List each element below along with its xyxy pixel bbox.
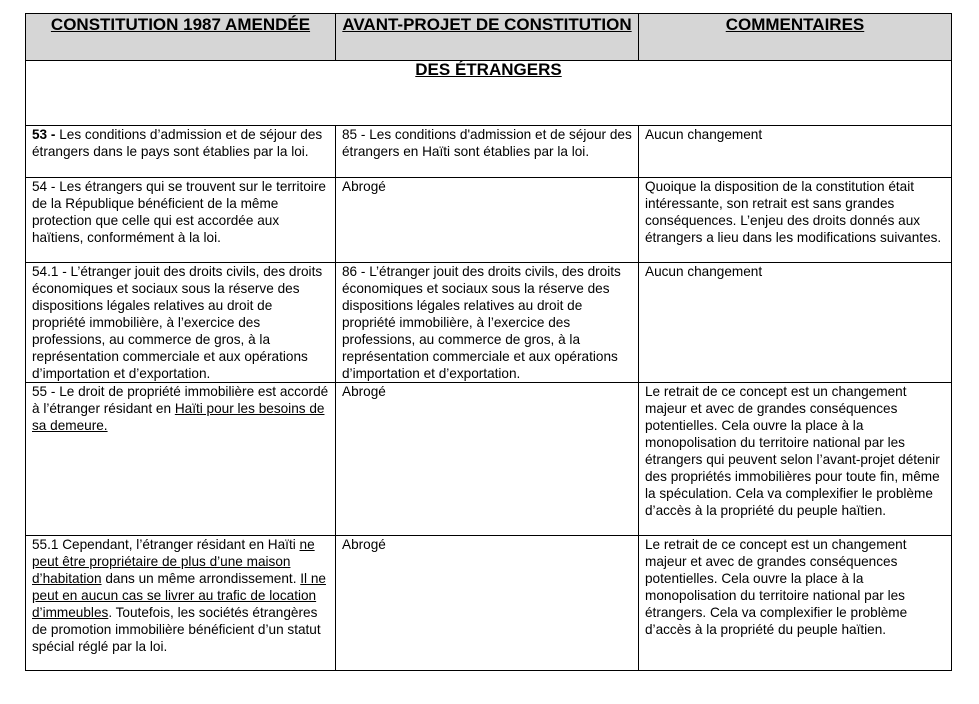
header-avant-projet: AVANT-PROJET DE CONSTITUTION — [336, 14, 639, 61]
cell-constitution — [26, 383, 336, 536]
underlined-text: Haïti pour les besoins de sa demeure. — [32, 401, 325, 433]
article-text: dans un même arrondissement. — [101, 571, 301, 586]
article-text: 55 - Le droit de propriété immobilière est accordé à l’étranger résidant en — [32, 384, 329, 416]
cell-constitution: 54 - Les étrangers qui se trouvent sur le territoire de la République bénéficient de la même protection que celle qui est accordée aux haïtiens, conformément à la loi. — [26, 178, 336, 263]
comparison-table — [25, 13, 952, 671]
cell-avant-projet: Abrogé — [336, 178, 639, 263]
header-constitution-1987: CONSTITUTION 1987 AMENDÉE — [26, 14, 336, 61]
table-row — [26, 536, 952, 671]
cell-constitution — [26, 536, 336, 671]
table-row — [26, 383, 952, 536]
cell-commentaire: Le retrait de ce concept est un changement majeur et avec de grandes conséquences potentielles. Cela ouvre la place à la monopolisation du territoire national par les étrangers. Cela va complexifier le problème d’accès à la propriété du peuple haïtien. — [639, 536, 952, 671]
section-title: DES ÉTRANGERS — [26, 61, 952, 126]
article-text: Les conditions d’admission et de séjour des étrangers dans le pays sont établies par la loi. — [32, 127, 323, 159]
table-row — [26, 126, 952, 178]
table-row — [26, 263, 952, 383]
underlined-text: Il ne peut en aucun cas se livrer au trafic de location d’immeubles — [32, 571, 326, 620]
underlined-text: ne peut être propriétaire de plus d’une maison d’habitation — [32, 537, 315, 586]
cell-avant-projet: 85 - Les conditions d'admission et de séjour des étrangers en Haïti sont établies par la loi. — [336, 126, 639, 178]
cell-commentaire: Quoique la disposition de la constitution était intéressante, son retrait est sans grandes conséquences. L’enjeu des droits donnés aux étrangers a lieu dans les modifications suivantes. — [639, 178, 952, 263]
article-number: 53 - — [32, 127, 56, 142]
cell-commentaire: Le retrait de ce concept est un changement majeur et avec de grandes conséquences potentielles. Cela ouvre la place à la monopolisation du territoire national par les étrangers qui peuvent selon l’avant-projet détenir des propriétés immobilières pour toute fin, même la spéculation. Cela va complexifier le problème d’accès à la propriété du peuple haïtien. — [639, 383, 952, 536]
article-text: . Toutefois, les sociétés étrangères de promotion immobilière bénéficient d’un statut spécial réglé par la loi. — [32, 605, 321, 654]
cell-constitution — [26, 126, 336, 178]
section-row — [26, 61, 952, 126]
table-row — [26, 178, 952, 263]
cell-constitution: 54.1 - L’étranger jouit des droits civils, des droits économiques et sociaux sous la réserve des dispositions légales relatives au droit de propriété immobilière, à l’exercice des professions, au commerce de gros, à la représentation commerciale et aux opérations d’importation et d’exportation. — [26, 263, 336, 383]
cell-commentaire: Aucun changement — [639, 126, 952, 178]
header-commentaires: COMMENTAIRES — [639, 14, 952, 61]
cell-avant-projet: Abrogé — [336, 383, 639, 536]
cell-commentaire: Aucun changement — [639, 263, 952, 383]
header-row — [26, 14, 952, 61]
cell-avant-projet: 86 - L’étranger jouit des droits civils, des droits économiques et sociaux sous la réserve des dispositions légales relatives au droit de propriété immobilière, à l’exercice des professions, au commerce de gros, à la représentation commerciale et aux opérations d’importation et d’exportation. — [336, 263, 639, 383]
cell-avant-projet: Abrogé — [336, 536, 639, 671]
article-text: 55.1 Cependant, l’étranger résidant en Haïti — [32, 537, 300, 552]
